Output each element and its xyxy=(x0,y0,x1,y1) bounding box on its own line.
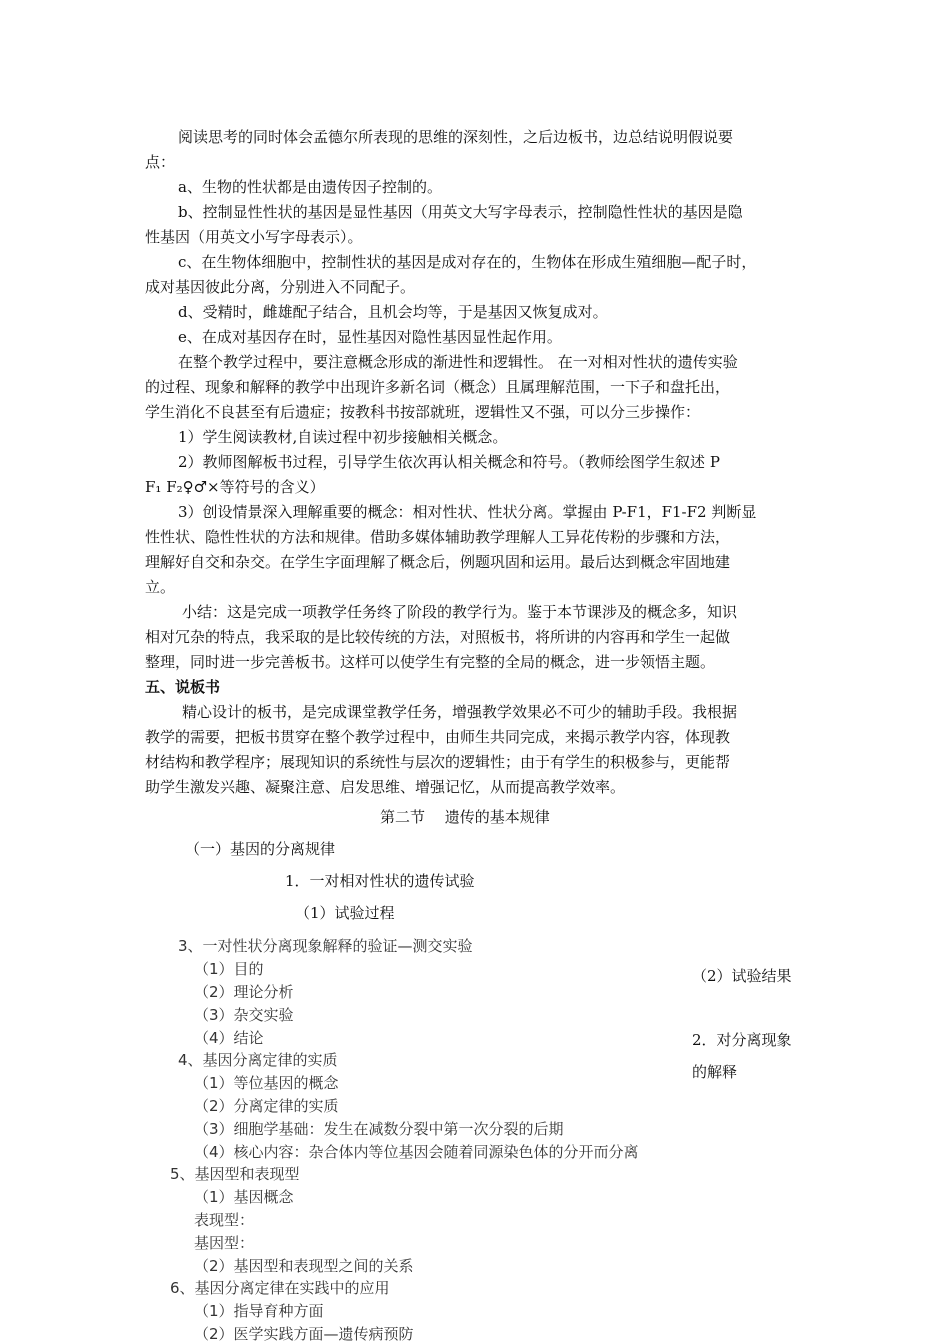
board-outline-line: （3）细胞学基础：发生在减数分裂中第一次分裂的后期 xyxy=(194,1120,564,1138)
para-line: 在整个教学过程中，要注意概念形成的渐进性和逻辑性。 在一对相对性状的遗传实验 xyxy=(178,353,738,371)
para-line: 成对基因彼此分离，分别进入不同配子。 xyxy=(145,278,416,296)
para-line: 精心设计的板书，是完成课堂教学任务，增强教学效果必不可少的辅助手段。我根据 xyxy=(182,703,738,721)
board-title: 第二节 遗传的基本规律 xyxy=(380,808,550,826)
para-line: 理解好自交和杂交。在学生字面理解了概念后，例题巩固和运用。最后达到概念牢固地建 xyxy=(145,553,731,571)
para-line: 教学的需要，把板书贯穿在整个教学过程中，由师生共同完成，来揭示教学内容，体现教 xyxy=(145,728,731,746)
board-outline-line: （4）结论 xyxy=(194,1029,264,1047)
board-item: 1．一对相对性状的遗传试验 xyxy=(285,872,475,890)
board-outline-line: （1）指导育种方面 xyxy=(194,1302,324,1320)
para-line: 3）创设情景深入理解重要的概念：相对性状、性状分离。掌握由 P-F1，F1-F2 判断显 xyxy=(178,503,757,521)
para-line: 整理，同时进一步完善板书。这样可以使学生有完整的全局的概念，进一步领悟主题。 xyxy=(145,653,716,671)
para-line: 相对冗杂的特点，我采取的是比较传统的方法，对照板书，将所讲的内容再和学生一起做 xyxy=(145,628,731,646)
para-line: d、受精时，雌雄配子结合，且机会均等，于是基因又恢复成对。 xyxy=(178,303,608,321)
board-outline-line: 3、一对性状分离现象解释的验证—测交实验 xyxy=(178,937,473,955)
para-line: 的过程、现象和解释的教学中出现许多新名词（概念）且属理解范围，一下子和盘托出， xyxy=(145,378,731,396)
para-line: F₁ F₂♀♂×等符号的含义） xyxy=(145,478,325,496)
board-outline-line: （2）分离定律的实质 xyxy=(194,1097,339,1115)
side-note: 的解释 xyxy=(692,1063,738,1081)
para-line: 立。 xyxy=(145,578,176,596)
board-outline-line: 基因型： xyxy=(194,1234,255,1252)
para-line: b、控制显性性状的基因是显性基因（用英文大写字母表示，控制隐性性状的基因是隐 xyxy=(178,203,743,221)
para-line: c、在生物体细胞中，控制性状的基因是成对存在的，生物体在形成生殖细胞—配子时， xyxy=(178,253,757,271)
board-outline-line: （1）基因概念 xyxy=(194,1188,294,1206)
para-line: 学生消化不良甚至有后遗症；按教科书按部就班，逻辑性又不强，可以分三步操作： xyxy=(145,403,701,421)
para-line: e、在成对基因存在时，显性基因对隐性基因显性起作用。 xyxy=(178,328,562,346)
board-outline-line: 6、基因分离定律在实践中的应用 xyxy=(170,1279,390,1297)
board-outline-line: （1）目的 xyxy=(194,960,264,978)
board-subtitle: （一）基因的分离规律 xyxy=(185,840,336,858)
board-item: （1）试验过程 xyxy=(295,904,395,922)
para-line: a、生物的性状都是由遗传因子控制的。 xyxy=(178,178,442,196)
para-line: 点： xyxy=(145,153,176,171)
section-heading: 五、说板书 xyxy=(145,678,221,696)
board-outline-line: （3）杂交实验 xyxy=(194,1006,294,1024)
board-outline-line: 4、基因分离定律的实质 xyxy=(178,1051,338,1069)
board-outline-line: 5、基因型和表现型 xyxy=(170,1165,300,1183)
para-line: 小结：这是完成一项教学任务终了阶段的教学行为。鉴于本节课涉及的概念多，知识 xyxy=(182,603,738,621)
side-note: 2．对分离现象 xyxy=(692,1031,792,1049)
para-line: 性基因（用英文小写字母表示）。 xyxy=(145,228,363,246)
board-outline-line: （2）基因型和表现型之间的关系 xyxy=(194,1257,414,1275)
board-outline-line: （1）等位基因的概念 xyxy=(194,1074,339,1092)
para-line: 助学生激发兴趣、凝聚注意、启发思维、增强记忆，从而提高教学效率。 xyxy=(145,778,626,796)
side-note: （2）试验结果 xyxy=(692,967,792,985)
para-line: 阅读思考的同时体会孟德尔所表现的思维的深刻性，之后边板书，边总结说明假说要 xyxy=(178,128,734,146)
board-outline-line: （4）核心内容：杂合体内等位基因会随着同源染色体的分开而分离 xyxy=(194,1143,639,1161)
board-outline-line: 表现型： xyxy=(194,1211,255,1229)
para-line: 2）教师图解板书过程，引导学生依次再认相关概念和符号。（教师绘图学生叙述 P xyxy=(178,453,720,471)
board-outline-line: （2）医学实践方面—遗传病预防 xyxy=(194,1325,414,1343)
para-line: 材结构和教学程序；展现知识的系统性与层次的逻辑性；由于有学生的积极参与，更能帮 xyxy=(145,753,731,771)
para-line: 性性状、隐性性状的方法和规律。借助多媒体辅助教学理解人工异花传粉的步骤和方法， xyxy=(145,528,731,546)
para-line: 1）学生阅读教材,自读过程中初步接触相关概念。 xyxy=(178,428,508,446)
board-outline-line: （2）理论分析 xyxy=(194,983,294,1001)
